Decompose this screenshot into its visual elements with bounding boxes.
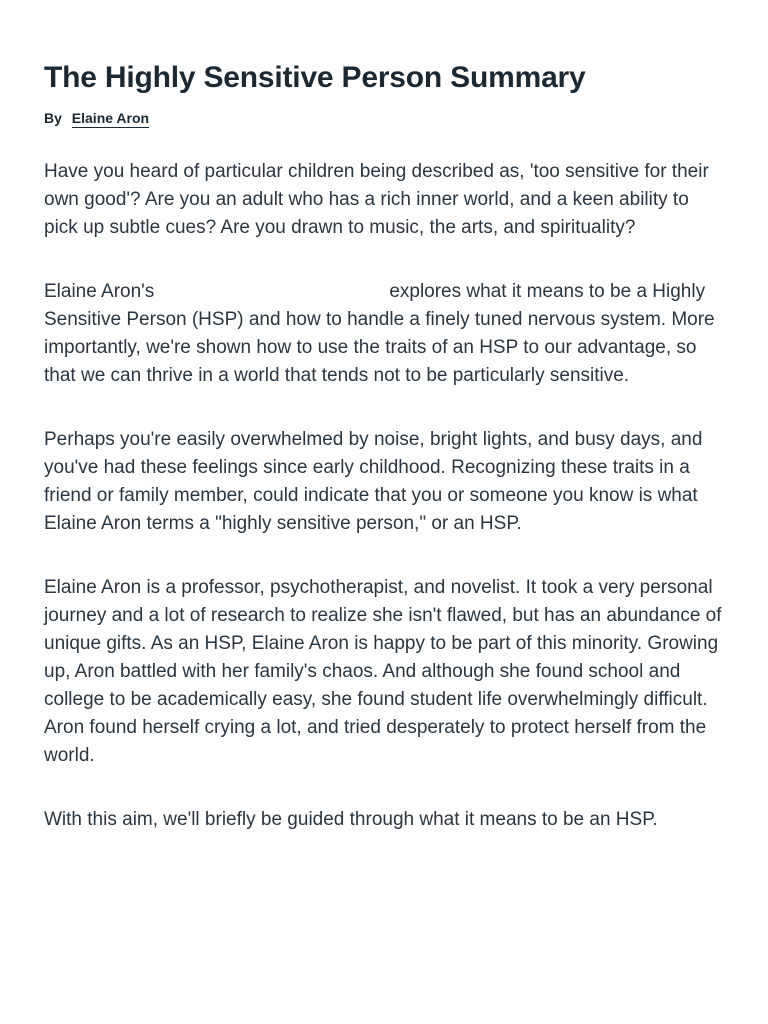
paragraph-overview bbox=[44, 278, 724, 390]
paragraph-aim: With this aim, we'll briefly be guided through what it means to be an HSP. bbox=[44, 809, 658, 830]
byline bbox=[44, 108, 724, 128]
author-link[interactable]: Elaine Aron bbox=[71, 110, 150, 126]
paragraph-overview-end: explores what it means to be a Highly Sensitive Person (HSP) and how to handle a finely tuned nervous system. More importantly, we're shown how to use the traits of an HSP to our advantage, so that we can thrive in a world that tends not to be particularly sensitive. bbox=[44, 281, 715, 386]
paragraph-author-bio: Elaine Aron is a professor, psychotherapist, and novelist. It took a very personal journey and a lot of research to realize she isn't flawed, but has an abundance of unique gifts. As an HSP, Elaine Aron is happy to be part of this minority. Growing up, Aron battled with her family's chaos. And although she found school and college to be academically easy, she found student life overwhelmingly difficult. Aron found herself crying a lot, and tried desperately to protect herself from the world. bbox=[44, 577, 722, 766]
inline-book-title-gap bbox=[154, 282, 389, 302]
page-title: The Highly Sensitive Person Summary bbox=[44, 61, 586, 94]
article-body bbox=[44, 158, 724, 834]
by-label: By bbox=[44, 110, 62, 126]
paragraph-overview-start: Elaine Aron's bbox=[44, 281, 155, 302]
paragraph-intro: Have you heard of particular children being described as, 'too sensitive for their own good'? Are you an adult who has a rich inner world, and a keen ability to pick up subtle cues? Are you drawn to music, the arts, and spirituality? bbox=[44, 161, 709, 238]
paragraph-traits: Perhaps you're easily overwhelmed by noise, bright lights, and busy days, and you've had these feelings since early childhood. Recognizing these traits in a friend or family member, could indicate that you or someone you know is what Elaine Aron terms a "highly sensitive person," or an HSP. bbox=[44, 429, 703, 534]
